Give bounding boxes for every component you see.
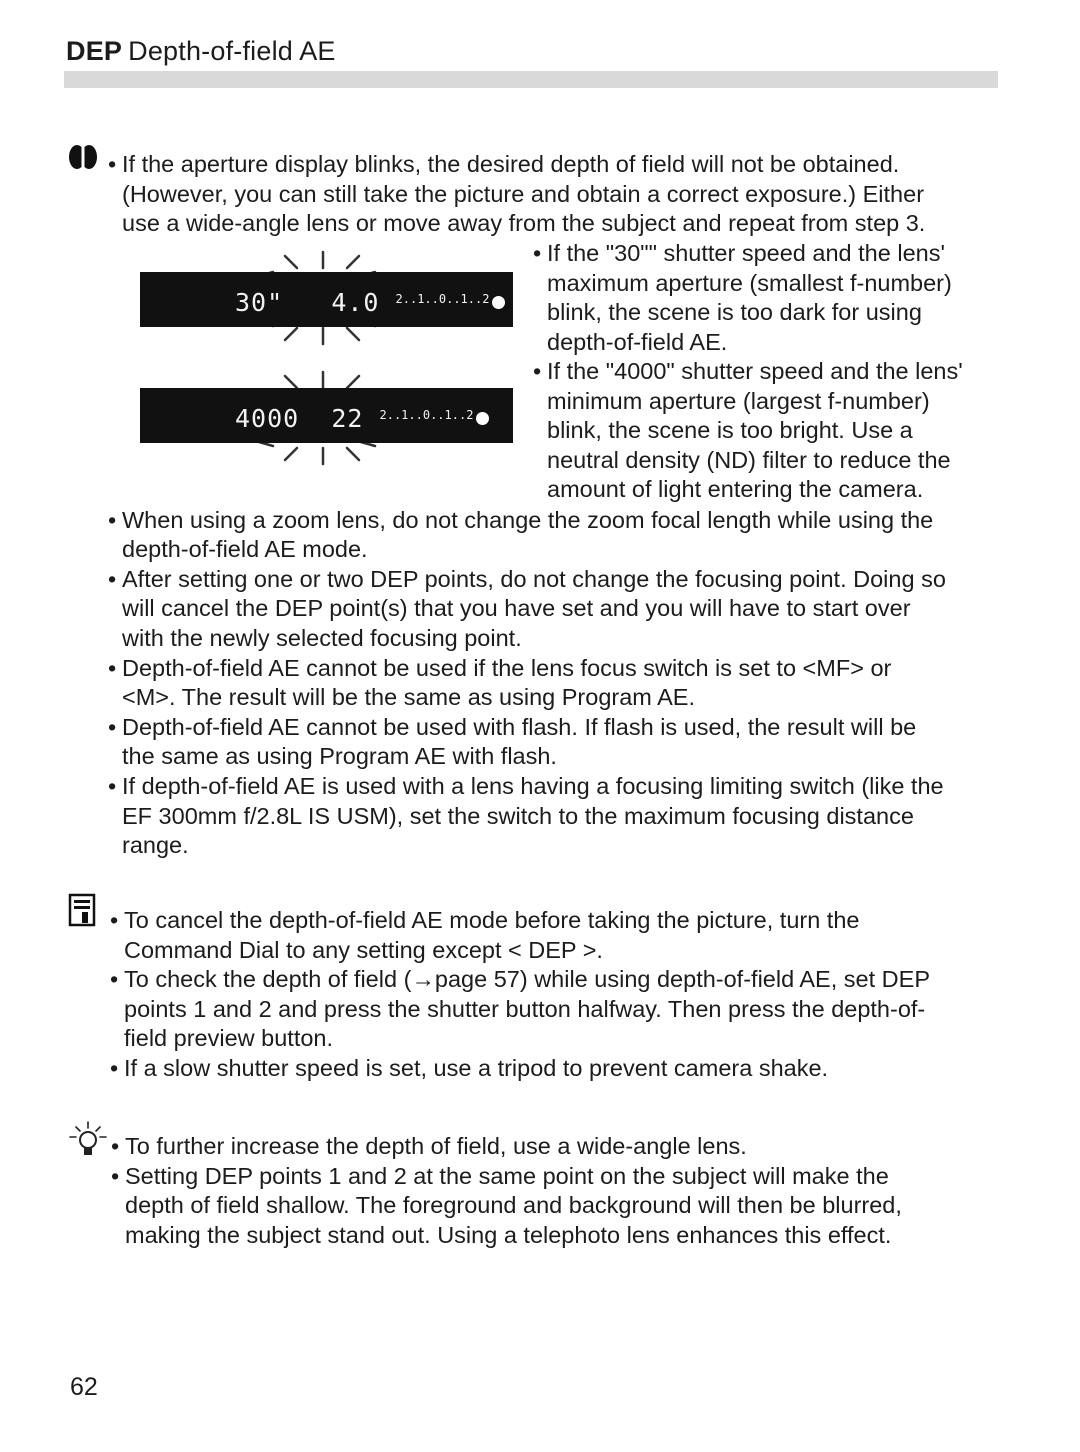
caution-bullet-line: depth-of-field AE mode.: [122, 536, 368, 563]
caution-bullet-line: the same as using Program AE with flash.: [122, 743, 557, 770]
lcd-panel-dark: [140, 272, 513, 327]
page-header: [66, 36, 336, 67]
lcd-shutter-speed: 30": [235, 288, 284, 317]
lcd-aperture: 22: [331, 404, 364, 433]
side-note-line: minimum aperture (largest f-number): [547, 387, 930, 414]
caution-bullet-line: range.: [122, 832, 189, 859]
header-rule: [64, 71, 998, 88]
bullet-marker: •: [108, 565, 117, 592]
bullet-marker: •: [533, 240, 542, 266]
bullet-marker: •: [108, 772, 117, 799]
bullet-marker: •: [108, 151, 117, 177]
page-number: 62: [70, 1373, 98, 1401]
caution-bullet-line: When using a zoom lens, do not change the zoom focal length while using the: [122, 506, 934, 533]
bullet-marker: •: [110, 966, 119, 993]
tip-bullet-line: To further increase the depth of field, use a wide-angle lens.: [125, 1133, 747, 1159]
side-note-line: maximum aperture (smallest f-number): [547, 269, 952, 296]
caution-bullet-line: will cancel the DEP point(s) that you have set and you will have to start over: [122, 595, 911, 622]
caution-bullet-line: Depth-of-field AE cannot be used with flash. If flash is used, the result will be: [122, 713, 917, 740]
bullet-marker: •: [111, 1133, 120, 1159]
bullet-marker: •: [108, 506, 117, 533]
lcd-aperture: 4.0: [331, 288, 380, 317]
caution-text-line: (However, you can still take the picture and obtain a correct exposure.) Either: [122, 180, 925, 207]
bullet-marker: •: [111, 1162, 120, 1189]
side-note-line: neutral density (ND) filter to reduce the: [547, 446, 951, 473]
tip-bullet-line: making the subject stand out. Using a telephoto lens enhances this effect.: [125, 1221, 892, 1248]
side-note-line: blink, the scene is too bright. Use a: [547, 417, 913, 444]
tip-lightbulb-icon: [66, 1120, 110, 1160]
note-bullet-line: To check the depth of field (→page 57) while using depth-of-field AE, set DEP: [124, 966, 930, 993]
note-bullet-line: To cancel the depth-of-field AE mode before taking the picture, turn the: [124, 907, 860, 933]
note-bullet-line: field preview button.: [124, 1025, 334, 1052]
note-bullet-line: If a slow shutter speed is set, use a tripod to prevent camera shake.: [124, 1055, 829, 1081]
caution-bullet-line: After setting one or two DEP points, do not change the focusing point. Doing so: [122, 565, 946, 592]
side-note-line: blink, the scene is too dark for using: [547, 299, 922, 326]
side-note-line: amount of light entering the camera.: [547, 476, 924, 503]
caution-bullet-line: <M>. The result will be the same as using Program AE.: [122, 684, 695, 711]
lcd-exposure-scale: 2..1..0..1..2: [379, 408, 474, 422]
lcd-panel-bright: [140, 388, 513, 443]
caution-bullet-line: If depth-of-field AE is used with a lens having a focusing limiting switch (like the: [122, 772, 944, 799]
note-bullet-line: points 1 and 2 and press the shutter button halfway. Then press the depth-of-: [124, 995, 926, 1022]
lcd-shutter-speed: 4000: [235, 404, 300, 433]
caution-text-line: use a wide-angle lens or move away from the subject and repeat from step 3.: [122, 210, 926, 237]
page-title: Depth-of-field AE: [128, 36, 336, 66]
note-bullet-line: Command Dial to any setting except < DEP >.: [124, 936, 603, 963]
bullet-marker: •: [110, 1055, 119, 1081]
bullet-marker: •: [108, 654, 117, 681]
side-note-line: If the "4000" shutter speed and the lens': [547, 358, 963, 384]
lcd-exposure-scale: 2..1..0..1..2: [395, 292, 490, 306]
caution-icon: [66, 142, 100, 172]
caution-text-line: If the aperture display blinks, the desired depth of field will not be obtained.: [122, 151, 900, 177]
bullet-marker: •: [108, 713, 117, 740]
mode-code: DEP: [66, 36, 123, 66]
tip-bullet-line: Setting DEP points 1 and 2 at the same point on the subject will make the: [125, 1162, 889, 1189]
note-icon: [68, 893, 98, 927]
caution-bullet-line: with the newly selected focusing point.: [122, 624, 522, 651]
tip-bullet-line: depth of field shallow. The foreground and background will then be blurred,: [125, 1192, 902, 1219]
bullet-marker: •: [533, 358, 542, 384]
focus-confirm-dot-icon: [492, 296, 505, 309]
focus-confirm-dot-icon: [476, 412, 489, 425]
side-note-line: If the "30"" shutter speed and the lens': [547, 240, 945, 266]
caution-bullet-line: EF 300mm f/2.8L IS USM), set the switch to the maximum focusing distance: [122, 802, 914, 829]
caution-bullet-line: Depth-of-field AE cannot be used if the lens focus switch is set to <MF> or: [122, 654, 892, 681]
bullet-marker: •: [110, 907, 119, 933]
side-note-line: depth-of-field AE.: [547, 328, 728, 355]
